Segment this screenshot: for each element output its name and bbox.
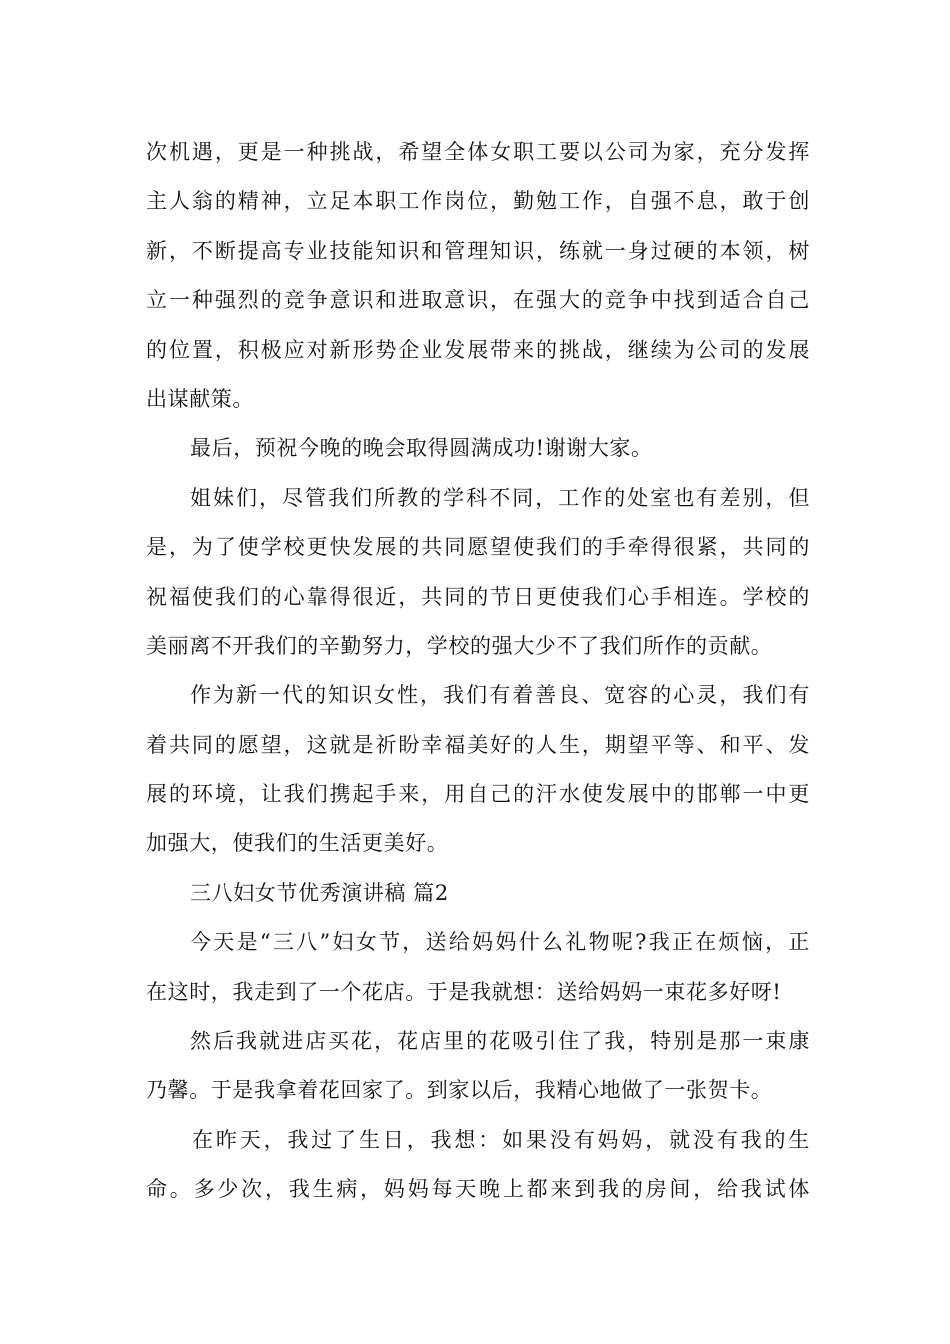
paragraph-line: 在这时，我走到了一个花店。于是我就想：送给妈妈一束花多好呀! [146,979,782,1004]
paragraph-line: 美丽离不开我们的辛勤努力，学校的强大少不了我们所作的贡献。 [146,633,773,658]
paragraph-line: 着共同的愿望，这就是祈盼幸福美好的人生，期望平等、和平、发 [146,732,810,757]
paragraph-line: 今天是“三八”妇女节，送给妈妈什么礼物呢?我正在烦恼，正 [190,930,810,955]
paragraph-line: 祝福使我们的心靠得很近，共同的节日更使我们心手相连。学校的 [146,584,810,609]
paragraph-line: 是，为了使学校更快发展的共同愿望使我们的手牵得很紧，共同的 [146,535,810,560]
paragraph-line: 的位置，积极应对新形势企业发展带来的挑战，继续为公司的发展 [146,337,810,362]
paragraph-line: 展的环境，让我们携起手来，用自己的汗水使发展中的邯郸一中更 [146,782,810,807]
paragraph-line: 出谋献策。 [146,386,254,411]
document-body [146,128,810,1215]
paragraph-line: 新，不断提高专业技能知识和管理知识，练就一身过硬的本领，树 [146,238,810,263]
paragraph-line: 在昨天，我过了生日，我想：如果没有妈妈，就没有我的生 [192,1127,810,1152]
paragraph-line: 姐妹们，尽管我们所教的学科不同，工作的处室也有差别，但 [190,485,810,510]
paragraph-line: 次机遇，更是一种挑战，希望全体女职工要以公司为家，充分发挥 [146,140,810,164]
section-heading: 三八妇女节优秀演讲稿 篇2 [190,880,449,905]
paragraph-line: 作为新一代的知识女性，我们有着善良、宽容的心灵，我们有 [190,683,810,708]
paragraph-line: 然后我就进店买花，花店里的花吸引住了我，特别是那一束康 [190,1029,810,1054]
paragraph-line: 命。多少次，我生病，妈妈每天晚上都来到我的房间，给我试体 [146,1177,810,1202]
paragraph-line: 乃馨。于是我拿着花回家了。到家以后，我精心地做了一张贺卡。 [146,1078,773,1103]
paragraph-line: 主人翁的精神，立足本职工作岗位，勤勉工作，自强不息，敢于创 [146,189,810,214]
paragraph-line: 立一种强烈的竞争意识和进取意识，在强大的竞争中找到适合自己 [146,288,810,313]
paragraph-line: 最后，预祝今晚的晚会取得圆满成功!谢谢大家。 [190,436,653,461]
paragraph-line: 加强大，使我们的生活更美好。 [146,831,449,856]
